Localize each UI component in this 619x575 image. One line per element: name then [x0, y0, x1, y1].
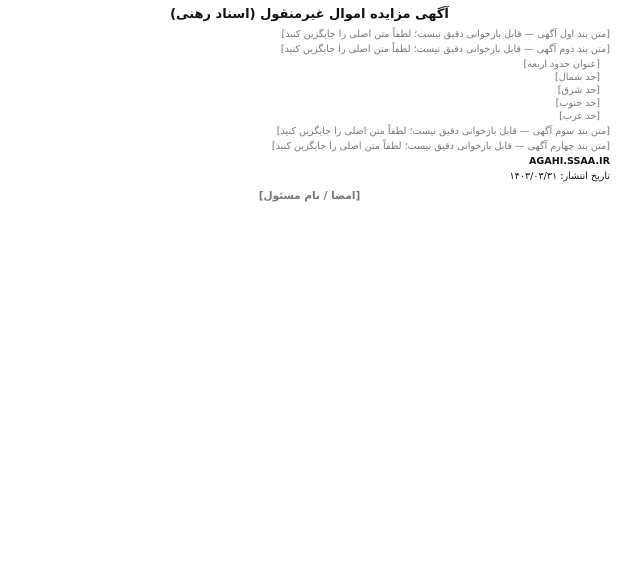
notice-paragraph-1: [متن بند اول آگهی — قابل بازخوانی دقیق نیست؛ لطفاً متن اصلی را جایگزین کنید] [281, 28, 610, 40]
bound-east: [حد شرق] [557, 84, 600, 96]
property-bounds [9, 58, 610, 123]
website-line [9, 155, 610, 168]
notice-title: آگهی مزایده اموال غیرمنقول (اسناد رهنی) [170, 7, 449, 22]
bounds-intro: [عنوان حدود اربعه] [523, 58, 600, 70]
notice-paragraph-3: [متن بند سوم آگهی — قابل بازخوانی دقیق نیست؛ لطفاً متن اصلی را جایگزین کنید] [276, 126, 610, 137]
publication-date: تاریخ انتشار: ۱۴۰۳/۰۳/۳۱ [509, 171, 610, 183]
website-reference: AGAHI.SSAA.IR [529, 156, 610, 168]
notice-paragraph-4: [متن بند چهارم آگهی — قابل بازخوانی دقیق نیست؛ لطفاً متن اصلی را جایگزین کنید] [271, 141, 610, 153]
notice-paragraph-2: [متن بند دوم آگهی — قابل بازخوانی دقیق نیست؛ لطفاً متن اصلی را جایگزین کنید] [280, 43, 610, 55]
bound-north: [حد شمال] [555, 71, 600, 83]
signature: [امضا / نام مسئول] [258, 190, 361, 203]
bound-south: [حد جنوب] [555, 97, 600, 109]
bound-west: [حد غرب] [559, 110, 600, 122]
